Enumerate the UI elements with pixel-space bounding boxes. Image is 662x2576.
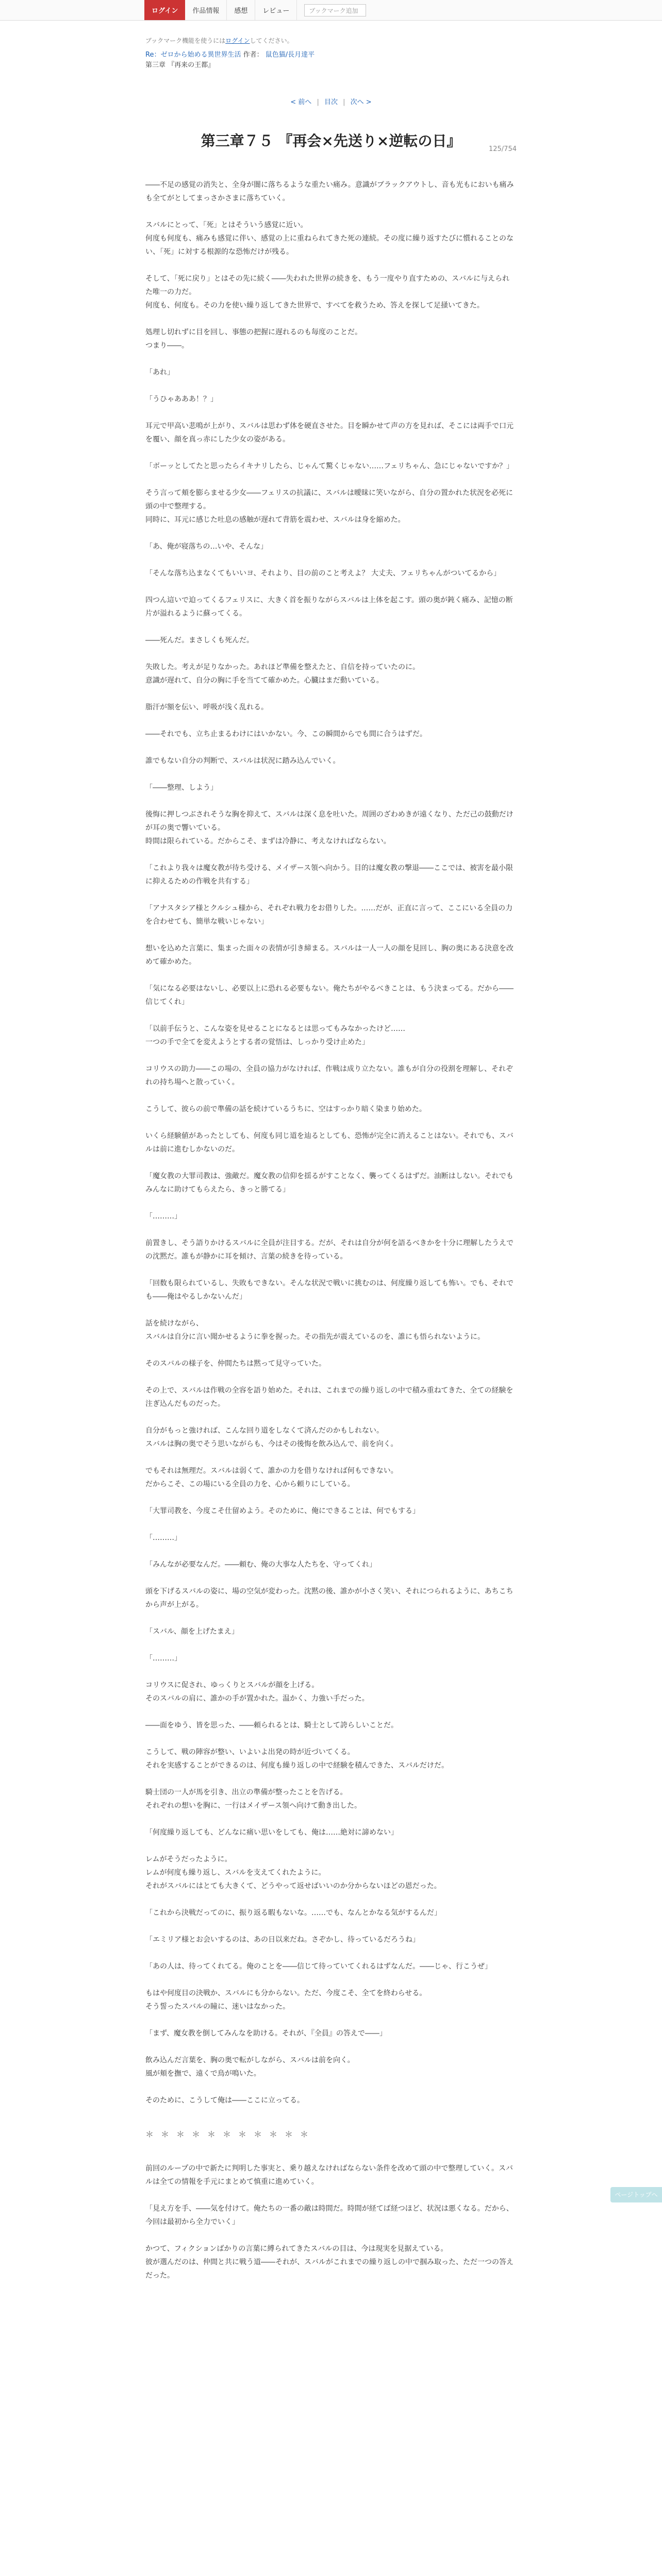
body-paragraph: 誰でもない自分の判断で、スバルは状況に踏み込んでいく。 [145,757,340,765]
body-paragraph: ――死んだ。まさしくも死んだ。 [145,636,254,645]
body-paragraph: 後悔に押しつぶされそうな胸を抑えて、スバルは深く息を吐いた。周囲のざわめきが遠くなり、ただ己の鼓動だけが耳の奥で響いている。 時間は限られている。だからこそ、まずは冷静に、考えなければならない。 [145,810,514,845]
body-paragraph: 「見え方を手、――気を付けて。俺たちの一番の敵は時間だ。時間が経てば経つほど、状況は悪くなる。だから、今回は最初から全力でいく」 [145,2205,514,2226]
body-paragraph: 「あの人は、待ってくれてる。俺のことを――信じて待っていてくれるはずなんだ。――じゃ、行こうぜ」 [145,1962,492,1971]
scene-break: ＊＊＊＊＊＊＊＊＊＊＊ [145,2129,316,2139]
body-paragraph: ――不足の感覚の消失と、全身が闇に落ちるような重たい痛み。意識がブラックアウトし、音も光もにおいも痛みも全てがとしてまっさかさまに落ちていく。 [145,181,514,202]
body-paragraph: 頭を下げるスバルの姿に、場の空気が変わった。沈黙の後、誰かが小さく笑い、それにつられるように、あちこちから声が上がる。 [145,1587,514,1609]
body-paragraph: コリウスの助力――この場の、全員の協力がなければ、作戦は成り立たない。誰もが自分の役割を理解し、それぞれの持ち場へと散っていく。 [145,1065,514,1087]
body-paragraph: 「………」 [145,1654,181,1663]
body-paragraph: 「気になる必要はないし、必要以上に恐れる必要もない。俺たちがやるべきことは、もう決まってる。だから――信じてくれ」 [145,985,514,1006]
body-paragraph: そのスバルの様子を、仲間たちは黙って見守っていた。 [145,1360,326,1368]
chapter-name: 第三章 『再来の王都』 [145,61,215,69]
body-paragraph: 騎士団の一人が馬を引き、出立の準備が整ったことを告げる。 それぞれの想いを胸に、一行はメイザース領へ向けて動き出した。 [145,1788,362,1810]
body-paragraph: 「大罪司教を、今度こそ仕留めよう。そのために、俺にできることは、何でもする」 [145,1507,420,1515]
body-paragraph: 自分がもっと強ければ、こんな回り道をしなくて済んだのかもしれない。 スバルは胸の奥でそう思いながらも、今はその後悔を飲み込んで、前を向く。 [145,1427,398,1448]
novel-body [145,178,517,2282]
body-paragraph: 「これから決戦だってのに、振り返る暇もないな。……でも、なんとかなる気がするんだ」 [145,1909,441,1917]
body-paragraph: 「――整理、しよう」 [145,784,218,792]
prev-link[interactable]: < 前へ [290,98,312,106]
body-paragraph: でもそれは無理だ。スバルは弱くて、誰かの力を借りなければ何もできない。 だからこそ、この場にいる全員の力を、心から頼りにしている。 [145,1467,398,1488]
body-paragraph: ――それでも、立ち止まるわけにはいかない。今、この瞬間からでも間に合うはずだ。 [145,730,427,738]
page-top-button[interactable]: ページトップへ [610,2187,662,2202]
body-paragraph: 前回のループの中で新たに判明した事実と、乗り越えなければならない条件を改めて頭の中で整理していく。スバルは全ての情報を手元にまとめて慎重に進めていく。 [145,2164,514,2186]
body-paragraph: 「スバル、顔を上げたまえ」 [145,1628,239,1636]
body-paragraph: 飲み込んだ言葉を、胸の奥で転がしながら、スバルは前を向く。 風が頬を撫で、遠くで鳥が鳴いた。 [145,2056,355,2078]
body-paragraph: 「何度繰り返しても、どんなに痛い思いをしても、俺は……絶対に諦めない」 [145,1828,398,1837]
body-paragraph: 「魔女教の大罪司教は、強敵だ。魔女教の信仰を揺るがすことなく、襲ってくるはずだ。油断はしない。それでもみんなに助けてもらえたら、きっと勝てる」 [145,1172,514,1194]
body-paragraph: その上で、スバルは作戦の全容を語り始めた。それは、これまでの繰り返しの中で積み重ねてきた、全ての経験を注ぎ込んだものだった。 [145,1386,514,1408]
body-paragraph: 「あれ」 [145,368,174,377]
body-paragraph: 話を続けながら、 スバルは自分に言い聞かせるように拳を握った。その指先が震えているのを、誰にも悟られないように。 [145,1319,485,1341]
series-title-link[interactable]: Re：ゼロから始める異世界生活 [145,51,241,59]
body-paragraph: かつて、フィクションばかりの言葉に縛られてきたスバルの目は、今は現実を見据えている。 彼が選んだのは、仲間と共に戦う道――それが、スバルがこれまでの繰り返しの中で掴み取った、ただ一つの答えだった。 [145,2245,514,2280]
body-paragraph: 「これより我々は魔女教が待ち受ける、メイザース領へ向かう。目的は魔女教の撃退――ここでは、被害を最小限に抑えるための作戦を共有する」 [145,864,514,886]
body-paragraph: 「みんなが必要なんだ。――頼む、俺の大事な人たちを、守ってくれ」 [145,1561,376,1569]
body-paragraph: こうして、彼らの前で準備の話を続けているうちに、空はすっかり暗く染まり始めた。 [145,1105,426,1113]
bookmark-notice [145,36,517,45]
body-paragraph: 「ボーッとしてたと思ったらイキナリしたら、じゃんて驚くじゃない……フェリちゃん、急にじゃないですか？」 [145,462,514,470]
body-paragraph: 「まず、魔女教を倒してみんなを助ける。それが、『全員』の答えで――」 [145,2029,387,2038]
pager-top [145,96,517,106]
author-link[interactable]: 鼠色猫/長月達平 [265,51,315,59]
bookmark-button[interactable]: ブックマーク追加 [304,4,366,16]
body-paragraph: 失敗した。考えが足りなかった。あれほど準備を整えたと、自信を持っていたのに。 意識が遅れて、自分の胸に手を当てて確かめた。心臓はまだ動いている。 [145,663,420,685]
series-info [145,50,517,71]
body-paragraph: スバルにとって、「死」とはそういう感覚に近い。 何度も何度も、痛みも感覚に伴い、感覚の上に重ねられてきた死の連続。その度に繰り返すたびに慣れることのない、「死」に対する根源的な恐怖だけが残る。 [145,221,514,256]
body-paragraph: 「………」 [145,1212,181,1221]
body-paragraph: 想いを込めた言葉に、集まった面々の表情が引き締まる。スバルは一人一人の顔を見回し、胸の奥にある決意を改めて確かめた。 [145,944,514,966]
body-paragraph: 「アナスタシア様とクルシュ様から、それぞれ戦力をお借りした。……だが、正直に言って、ここにいる全員の力を合わせても、簡単な戦いじゃない」 [145,904,513,926]
notice-login-link[interactable]: ログイン [225,37,250,44]
body-paragraph: 「回数も限られているし、失敗もできない。そんな状況で戦いに挑むのは、何度繰り返しても怖い。でも、それでも――俺はやるしかないんだ」 [145,1279,514,1301]
toc-link[interactable]: 目次 [324,98,338,106]
body-paragraph: そのために、こうして俺は――ここに立ってる。 [145,2096,304,2105]
pager-separator: | [317,98,319,106]
notice-prefix: ブックマーク機能を使うには [145,37,226,44]
notice-suffix: してください。 [250,37,293,44]
body-paragraph: 「以前手伝うと、こんな姿を見せることになるとは思ってもみなかったけど…… 一つの手で全てを変えようとする者の覚悟は、しっかり受け止めた」 [145,1025,405,1046]
next-link[interactable]: 次へ > [350,98,372,106]
body-paragraph: 耳元で甲高い悲鳴が上がり、スバルは思わず体を硬直させた。目を瞬かせて声の方を見れば、そこには両手で口元を覆い、顔を真っ赤にした少女の姿がある。 [145,422,514,444]
body-paragraph: いくら経験値があったとしても、何度も同じ道を辿るとしても、恐怖が完全に消えることはない。それでも、スバルは前に進むしかないのだ。 [145,1132,514,1154]
author-label: 作者： [243,51,263,59]
body-paragraph: そう言って頬を膨らませる少女――フェリスの抗議に、スバルは曖昧に笑いながら、自分の置かれた状況を必死に頭の中で整理する。 同時に、耳元に感じた吐息の感触が遅れて背筋を震わせ、スバルは身を縮めた。 [145,489,514,524]
body-paragraph: ――面をゆう、皆を思った、――頼られるとは、騎士として誇らしいことだ。 [145,1721,398,1730]
chapter-title: 第三章７５ 『再会×先送り×逆転の日』 [201,132,461,149]
top-navigation-bar [0,0,662,21]
body-paragraph: こうして、戦の陣容が整い、いよいよ出発の時が近づいてくる。 それを実感することができるのは、何度も繰り返しの中で経験を積んできた、スバルだけだ。 [145,1748,449,1770]
body-paragraph: 処理し切れずに目を回し、事態の把握に遅れるのも毎度のことだ。 つまり――。 [145,328,362,350]
body-paragraph: レムがそうだったように。 レムが何度も繰り返し、スバルを支えてくれたように。 それがスバルにはとても大きくて、どうやって返せばいいのか分からないほどの恩だった。 [145,1855,441,1890]
body-paragraph: 「あ、俺が寝落ちの…いや、そんな」 [145,543,268,551]
body-paragraph: 「そんな落ち込まなくてもいいヨ、それより、目の前のこと考えよ？ 大丈夫、フェリちゃんがついてるから」 [145,569,501,578]
novel-container [145,36,517,2282]
body-paragraph: コリウスに促され、ゆっくりとスバルが顔を上げる。 そのスバルの肩に、誰かの手が置かれた。温かく、力強い手だった。 [145,1681,369,1703]
nav-impressions[interactable]: 感想 [227,0,255,20]
body-paragraph: 「うひゃあああ！？」 [145,395,218,403]
body-paragraph: 「………」 [145,1534,181,1542]
body-paragraph: 四つん這いで迫ってくるフェリスに、大きく首を振りながらスバルは上体を起こす。頭の奥が鈍く痛み、記憶の断片が溢れるように蘇ってくる。 [145,596,513,618]
body-paragraph: 脂汗が額を伝い、呼吸が浅く乱れる。 [145,703,268,711]
body-paragraph: そして、「死に戻り」とはその先に続く――失われた世界の続きを、もう一度やり直すための、スバルに与えられた唯一の力だ。 何度も、何度も。その力を使い繰り返してきた世界で、すべてを救うため、答えを探して足掻いてきた。 [145,275,510,310]
body-paragraph: 「エミリア様とお会いするのは、あの日以来だね。さぞかし、待っているだろうね」 [145,1936,420,1944]
pager-separator: | [343,98,345,106]
body-paragraph: もはや何度目の決戦か、スバルにも分からない。ただ、今度こそ、全てを終わらせる。 そう誓ったスバルの瞳に、迷いはなかった。 [145,1989,427,2011]
login-link[interactable]: ログイン [144,0,185,20]
nav-reviews[interactable]: レビュー [255,0,297,20]
page-number: 125/754 [488,145,517,153]
nav-work-info[interactable]: 作品情報 [185,0,227,20]
body-paragraph: 前置きし、そう語りかけるスバルに全員が注目する。だが、それは自分が何を語るべきかを十分に理解したうえでの沈黙だ。誰もが静かに耳を傾け、言葉の続きを待っている。 [145,1239,514,1261]
